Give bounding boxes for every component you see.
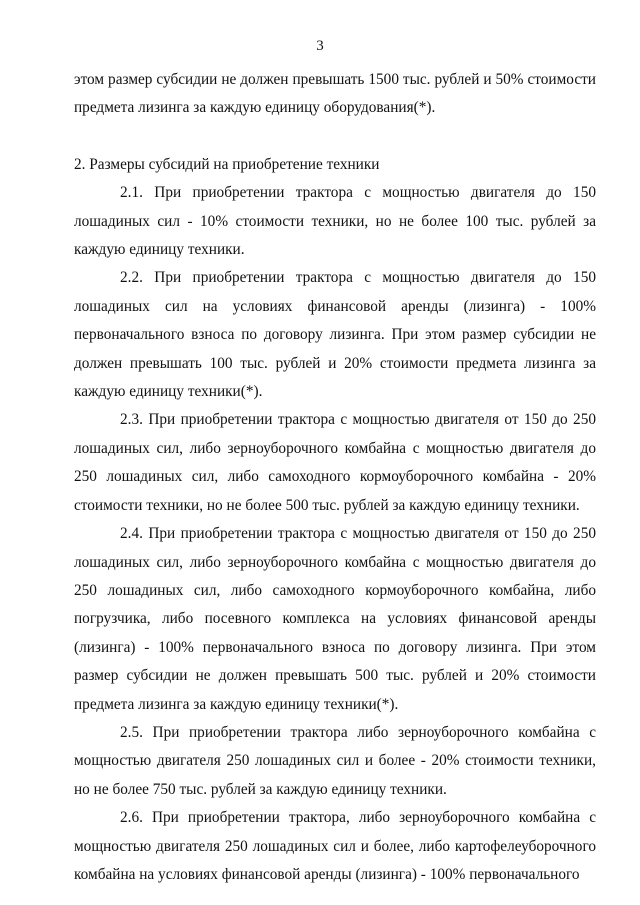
- page-number: 3: [316, 38, 324, 54]
- section-heading: 2. Размеры субсидий на приобретение техники: [74, 155, 380, 173]
- paragraph-2-4: 2.4. При приобретении трактора с мощностью двигателя от 150 до 250 лошадиных сил, либо зерноуборочного комбайна с мощностью двигателя до 250 лошадиных сил, либо самоходного кормоуборочного комбайна, либо погрузчика, либо посевного комплекса на условиях финансовой аренды (лизинга) - 100% первоначального взноса по договору лизинга. При этом размер субсидии не должен превышать 500 тыс. рублей и 20% стоимости предмета лизинга за каждую единицу техники(*).: [74, 525, 596, 713]
- paragraph-2-2: 2.2. При приобретении трактора с мощностью двигателя до 150 лошадиных сил на условиях финансовой аренды (лизинга) - 100% первоначального взноса по договору лизинга. При этом размер субсидии не должен превышать 100 тыс. рублей и 20% стоимости предмета лизинга за каждую единицу техники(*).: [74, 269, 596, 401]
- paragraph-2-5: 2.5. При приобретении трактора либо зерноуборочного комбайна с мощностью двигателя 250 лошадиных сил и более - 20% стоимости техники, но не более 750 тыс. рублей за каждую единицу техники.: [74, 723, 596, 798]
- continuation-paragraph: этом размер субсидии не должен превышать 1500 тыс. рублей и 50% стоимости предмета лизинга за каждую единицу оборудования(*).: [74, 71, 596, 117]
- paragraph-2-3: 2.3. При приобретении трактора с мощностью двигателя от 150 до 250 лошадиных сил, либо зерноуборочного комбайна с мощностью двигателя до 250 лошадиных сил, либо самоходного кормоуборочного комбайна - 20% стоимости техники, но не более 500 тыс. рублей за каждую единицу техники.: [74, 411, 596, 514]
- paragraph-2-6: 2.6. При приобретении трактора, либо зерноуборочного комбайна с мощностью двигателя 250 лошадиных сил и более, либо картофелеуборочного комбайна на условиях финансовой аренды (лизинга) - 100% первоначального: [74, 809, 596, 883]
- document-body: [74, 66, 596, 889]
- paragraph-2-1: 2.1. При приобретении трактора с мощностью двигателя до 150 лошадиных сил - 10% стоимости техники, но не более 100 тыс. рублей за каждую единицу техники.: [74, 184, 596, 259]
